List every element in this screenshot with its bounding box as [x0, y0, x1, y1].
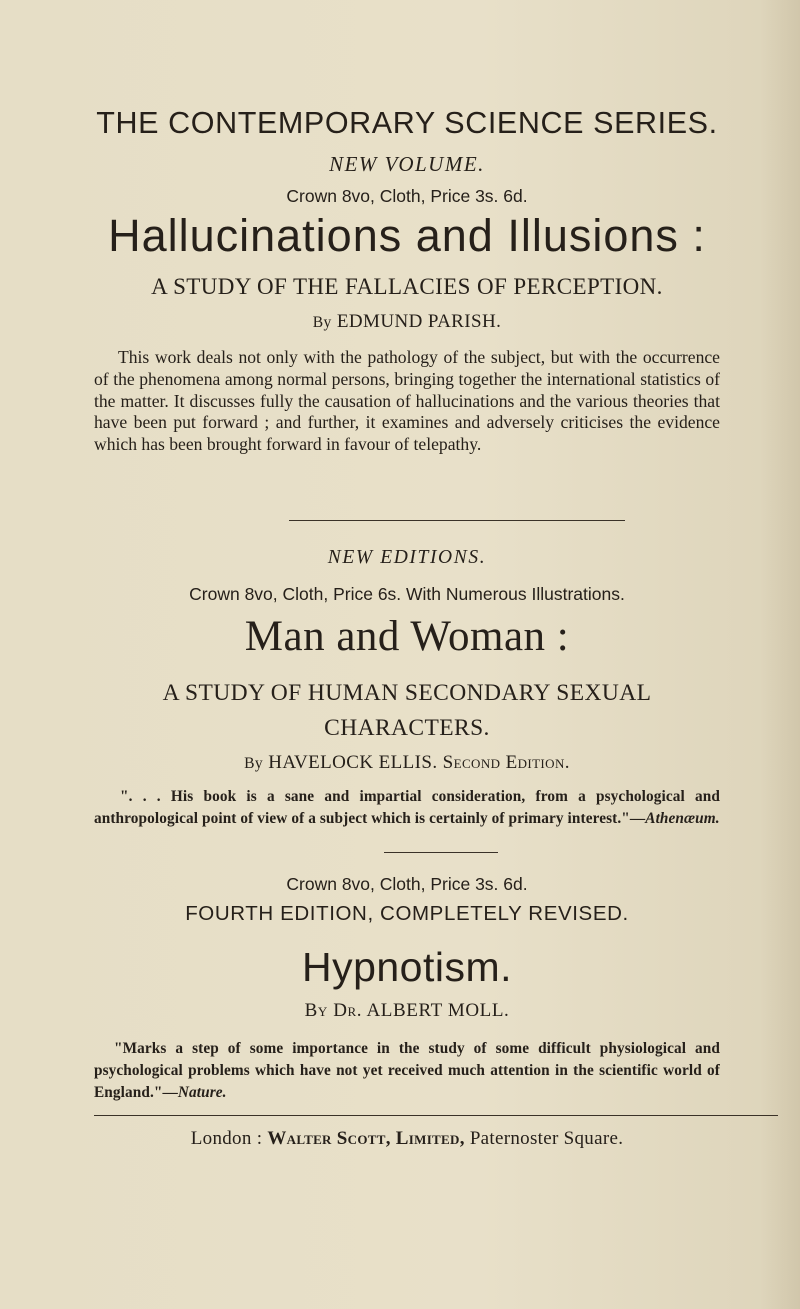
book2-price-line: Crown 8vo, Cloth, Price 6s. With Numerous Illustrations. — [189, 584, 625, 604]
book2-author: HAVELOCK ELLIS. — [268, 752, 438, 773]
book2-byline — [94, 752, 720, 774]
book2-quote-text: ". . . His book is a sane and impartial consideration, from a psychological and anthropological point of view of a subject which is certainly of primary interest."— — [94, 788, 720, 827]
book3-by-prefix: By Dr. — [304, 1000, 363, 1021]
book2-quote-source: Athenæum. — [645, 810, 720, 827]
divider-rule — [384, 852, 498, 853]
book1-subtitle: A STUDY OF THE FALLACIES OF PERCEPTION. — [151, 274, 663, 299]
book1-price-line: Crown 8vo, Cloth, Price 3s. 6d. — [286, 186, 528, 206]
publisher-name: Walter Scott, Limited, — [267, 1128, 465, 1149]
new-volume-heading: NEW VOLUME. — [329, 152, 485, 176]
page-edge-shadow — [760, 0, 800, 1309]
book3-title: Hypnotism. — [301, 944, 513, 990]
book2-title: Man and Woman : — [244, 613, 570, 660]
book3-byline — [94, 1000, 720, 1022]
book2-review-quote — [94, 786, 720, 830]
book3-price-line: Crown 8vo, Cloth, Price 3s. 6d. — [286, 874, 528, 894]
book3-quote-source: Nature. — [177, 1084, 227, 1101]
publisher-location: Paternoster Square. — [469, 1128, 624, 1149]
divider-rule — [289, 520, 625, 521]
book1-description: This work deals not only with the pathology of the subject, but with the occurrence of the phenomena among normal persons, bringing together the international statistics of the matter. It discusses fully the causation of hallucinations and the various theories that have been put forward ; and further, it examines and adversely criticises the evidence which has been brought forward in favour of telepathy. — [94, 347, 720, 455]
book1-author: EDMUND PARISH. — [336, 311, 502, 332]
book2-subtitle — [94, 676, 720, 746]
series-title: THE CONTEMPORARY SCIENCE SERIES. — [96, 106, 718, 140]
book1-byline — [94, 311, 720, 333]
divider-rule — [94, 1115, 778, 1116]
book3-review-quote — [94, 1038, 720, 1104]
book2-by-prefix: By — [244, 755, 264, 772]
book3-edition: FOURTH EDITION, COMPLETELY REVISED. — [185, 902, 629, 925]
book3-author: ALBERT MOLL. — [366, 1000, 510, 1021]
publisher-prefix: London : — [190, 1128, 263, 1149]
book1-by-prefix: By — [312, 314, 332, 331]
new-editions-heading: NEW EDITIONS. — [327, 547, 487, 568]
book2-edition: Second Edition. — [442, 752, 570, 773]
book2-subtitle-line2: CHARACTERS. — [324, 715, 490, 741]
book2-subtitle-line1: A STUDY OF HUMAN SECONDARY SEXUAL — [162, 680, 652, 706]
book1-title: Hallucinations and Illusions : — [108, 210, 706, 261]
publisher-line — [94, 1128, 720, 1150]
book3-quote-text: "Marks a step of some importance in the study of some difficult physiological and psychological problems which have not yet received much attention in the scientific world of England."— — [94, 1040, 720, 1101]
